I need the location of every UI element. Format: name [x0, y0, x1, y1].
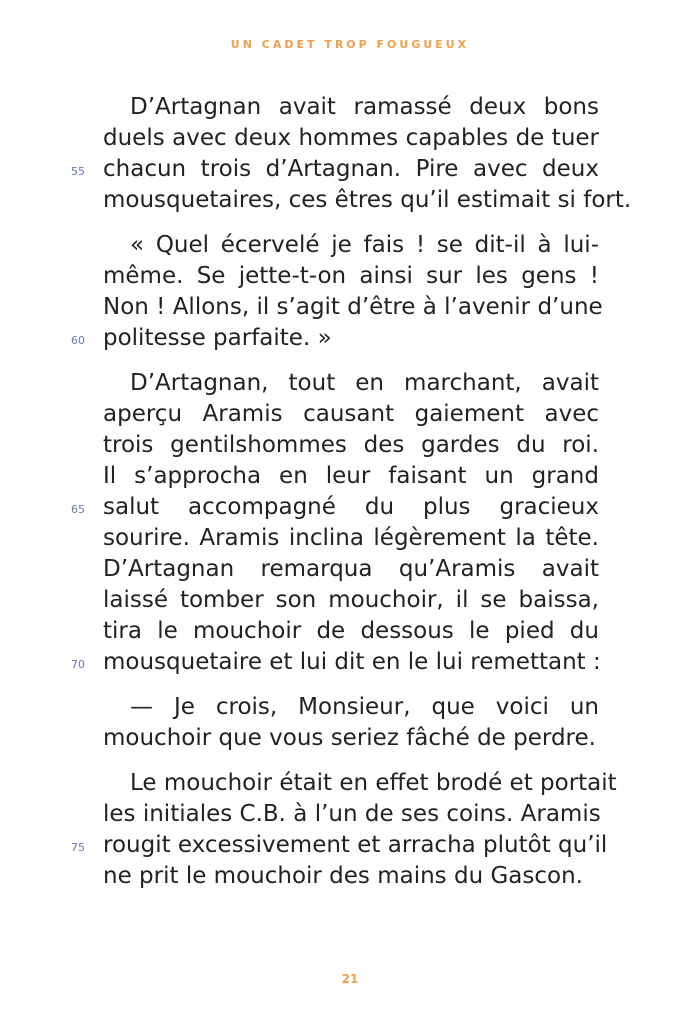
- text-line: 75 rougit excessivement et arracha plutôt qu’il: [103, 830, 599, 861]
- text-line: mouchoir que vous seriez fâché de perdre.: [103, 725, 596, 751]
- paragraph: [71, 92, 632, 216]
- text-line: 70 mousquetaire et lui dit en le lui remettant :: [103, 647, 599, 678]
- text-line: 55 chacun trois d’Artagnan. Pire avec deux: [103, 154, 599, 185]
- text-line: trois gentilshommes des gardes du roi.: [103, 432, 599, 458]
- text-line: même. Se jette-t-on ainsi sur les gens !: [103, 263, 599, 289]
- text-line: duels avec deux hommes capables de tuer: [103, 125, 599, 151]
- paragraph: [71, 768, 617, 892]
- text-line: laissé tomber son mouchoir, il se baissa,: [103, 587, 599, 613]
- text-line: D’Artagnan avait ramassé deux bons: [130, 94, 599, 120]
- text-line: les initiales C.B. à l’un de ses coins. Aramis: [103, 801, 601, 827]
- text-line: Il s’approcha en leur faisant un grand: [103, 463, 599, 489]
- page-number: 21: [341, 972, 359, 986]
- text-line: Le mouchoir était en effet brodé et portait: [130, 770, 617, 796]
- text-line: Non ! Allons, il s’agit d’être à l’avenir d’une: [103, 294, 603, 320]
- line-number: 65: [71, 503, 85, 516]
- text-line: sourire. Aramis inclina légèrement la tête.: [103, 525, 599, 551]
- text-line: tira le mouchoir de dessous le pied du: [103, 618, 599, 644]
- text-line: 60 politesse parfaite. »: [103, 323, 599, 354]
- paragraph: [71, 368, 601, 678]
- line-number: 60: [71, 334, 85, 347]
- text-line: mousquetaires, ces êtres qu’il estimait si fort.: [103, 187, 632, 213]
- text-line: D’Artagnan remarqua qu’Aramis avait: [103, 556, 599, 582]
- text-line: — Je crois, Monsieur, que voici un: [130, 694, 599, 720]
- text-line: « Quel écervelé je fais ! se dit-il à lui-: [130, 232, 599, 258]
- line-number: 55: [71, 165, 85, 178]
- line-number: 75: [71, 841, 85, 854]
- text-line: D’Artagnan, tout en marchant, avait: [130, 370, 599, 396]
- text-line: ne prit le mouchoir des mains du Gascon.: [103, 863, 583, 889]
- text-line: 65 salut accompagné du plus gracieux: [103, 492, 599, 523]
- text-line: aperçu Aramis causant gaiement avec: [103, 401, 599, 427]
- body-text: [71, 92, 632, 906]
- line-number: 70: [71, 658, 85, 671]
- paragraph: [71, 230, 603, 354]
- paragraph: [103, 692, 599, 754]
- running-title: UN CADET TROP FOUGUEUX: [230, 38, 470, 51]
